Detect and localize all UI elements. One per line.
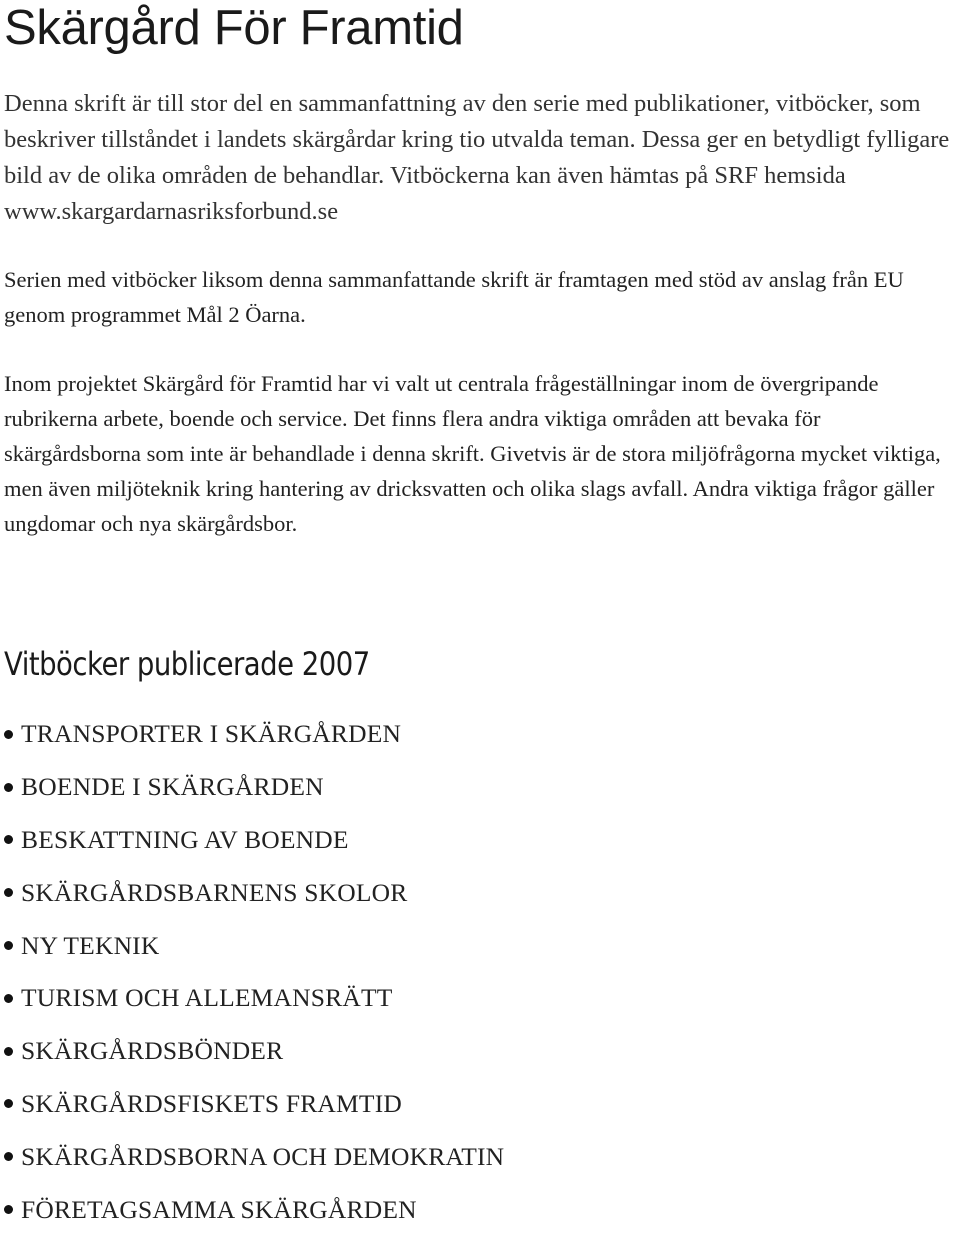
list-item-label: BESKATTNING AV BOENDE — [21, 824, 349, 854]
list-item-label: SKÄRGÅRDSBÖNDER — [21, 1036, 284, 1066]
bullet-icon — [4, 941, 13, 950]
list-item-label: SKÄRGÅRDSBORNA OCH DEMOKRATIN — [21, 1141, 505, 1171]
list-item-label: BOENDE I SKÄRGÅRDEN — [21, 772, 324, 802]
list-item-label: TURISM OCH ALLEMANSRÄTT — [21, 983, 393, 1013]
bullet-icon — [4, 783, 13, 792]
bullet-icon — [4, 730, 13, 739]
list-item — [2, 708, 504, 761]
list-item-label: NY TEKNIK — [21, 930, 160, 960]
list-item — [2, 866, 504, 919]
list-item — [2, 814, 504, 867]
list-item-label: FÖRETAGSAMMA SKÄRGÅRDEN — [21, 1194, 417, 1224]
project-paragraph: Inom projektet Skärgård för Framtid har vi valt ut centrala frågeställningar inom de övergripande rubrikerna arbete, boende och service. Det finns flera andra viktiga områden att bevaka för skärgårdsborna som inte är behandlade i denna skrift. Givetvis är de stora miljöfrågorna mycket viktiga, men även miljöteknik kring hantering av dricksvatten och olika slags avfall. Andra viktiga frågor gäller ungdomar och nya skärgårdsbor. — [4, 371, 941, 536]
list-item — [2, 761, 504, 814]
list-item — [2, 1025, 504, 1078]
list-item-label: SKÄRGÅRDSFISKETS FRAMTID — [21, 1088, 402, 1118]
bullet-icon — [4, 1047, 13, 1056]
funding-paragraph: Serien med vitböcker liksom denna sammanfattande skrift är framtagen med stöd av anslag från EU genom programmet Mål 2 Öarna. — [4, 267, 904, 327]
list-item — [2, 1130, 504, 1183]
bullet-icon — [4, 835, 13, 844]
list-item-label: TRANSPORTER I SKÄRGÅRDEN — [21, 719, 402, 749]
list-item — [2, 1078, 504, 1131]
page-title: Skärgård För Framtid — [4, 1, 464, 55]
list-item — [2, 1183, 504, 1236]
bullet-icon — [4, 994, 13, 1003]
list-item-label: SKÄRGÅRDSBARNENS SKOLOR — [21, 877, 408, 907]
bullet-icon — [4, 1205, 13, 1214]
list-item — [2, 972, 504, 1025]
bullet-icon — [4, 1099, 13, 1108]
intro-paragraph: Denna skrift är till stor del en sammanfattning av den serie med publikationer, vitböcker, som beskriver tillståndet i landets skärgårdar kring tio utvalda teman. Dessa ger en betydligt fylligare bild av de olika områden de behandlar. Vitböckerna kan även hämtas på SRF hemsida www.skargardarnasriksforbund.se — [4, 90, 950, 225]
bullet-icon — [4, 1152, 13, 1161]
list-item — [2, 919, 504, 972]
publications-heading: Vitböcker publicerade 2007 — [4, 645, 370, 683]
publications-list — [2, 708, 504, 1236]
bullet-icon — [4, 888, 13, 897]
